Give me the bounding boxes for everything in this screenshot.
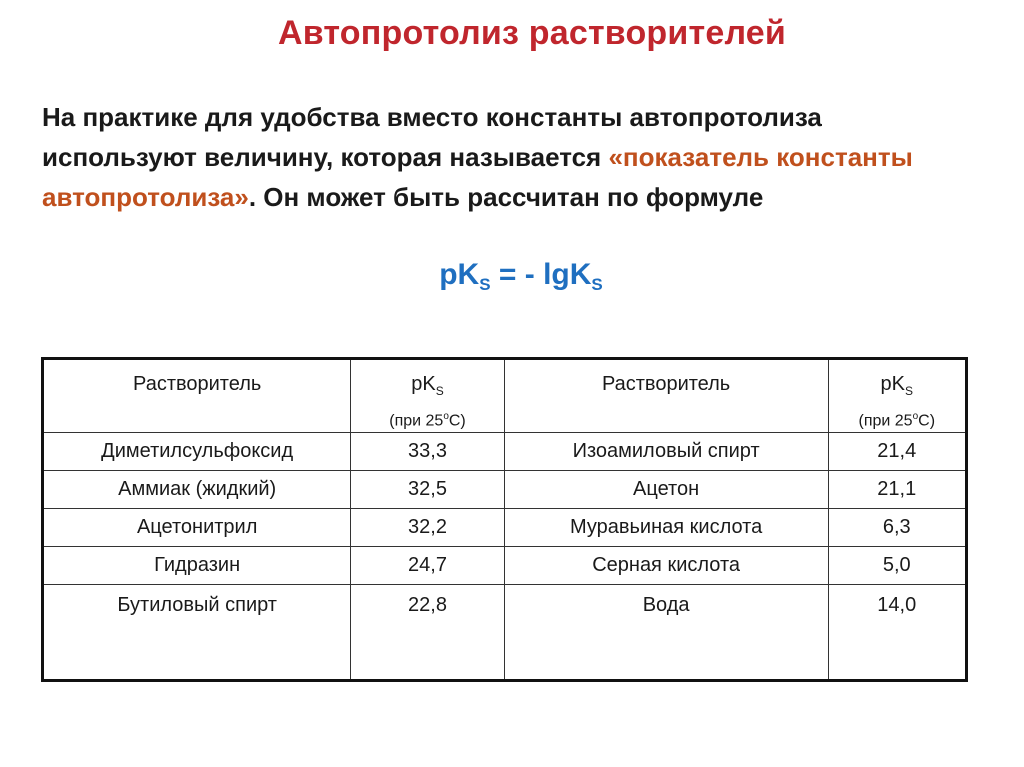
solvent-name: Вода: [504, 585, 828, 681]
pks-value: 22,8: [351, 585, 504, 681]
pks-value: 33,3: [351, 433, 504, 471]
solvent-pks-table: [41, 357, 968, 682]
pks-value: 24,7: [351, 547, 504, 585]
solvent-name: Ацетон: [504, 471, 828, 509]
formula-lhs-subscript: S: [479, 275, 491, 294]
intro-highlight-term: «показатель константы автопротолиза»: [42, 142, 913, 212]
table-row: [43, 585, 967, 681]
formula-rhs: = - lgK: [490, 258, 592, 291]
formula-rhs-subscript: S: [591, 275, 603, 294]
solvent-name: Бутиловый спирт: [43, 585, 351, 681]
solvent-name: Диметилсульфоксид: [43, 433, 351, 471]
solvent-name: Аммиак (жидкий): [43, 471, 351, 509]
pks-value: 21,1: [828, 471, 966, 509]
pks-value: 6,3: [828, 509, 966, 547]
table-row: [43, 471, 967, 509]
formula-lhs: pK: [439, 258, 480, 291]
header-pks-1: $pK_S$ (при $25^оС$): [351, 359, 504, 433]
pks-formula: [0, 258, 1024, 295]
solvent-name: Изоамиловый спирт: [504, 433, 828, 471]
pks-value: 21,4: [828, 433, 966, 471]
solvent-name: Муравьиная кислота: [504, 509, 828, 547]
table-header-row: [43, 359, 967, 433]
table-row: [43, 433, 967, 471]
header-solvent-2: Растворитель: [504, 359, 828, 433]
solvent-name: Серная кислота: [504, 547, 828, 585]
intro-text-start: На практике для удобства вместо константы автопротолиза используют величину, которая называется: [42, 102, 822, 172]
intro-paragraph: [42, 97, 942, 217]
pks-value: 32,5: [351, 471, 504, 509]
header-solvent-1: Растворитель: [43, 359, 351, 433]
header-pks-2: $pK_S$ (при $25^оС$): [828, 359, 966, 433]
table-row: [43, 547, 967, 585]
pks-value: 5,0: [828, 547, 966, 585]
solvent-name: Ацетонитрил: [43, 509, 351, 547]
solvent-name: Гидразин: [43, 547, 351, 585]
pks-value: 32,2: [351, 509, 504, 547]
table-row: [43, 509, 967, 547]
intro-text-end: . Он может быть рассчитан по формуле: [248, 182, 764, 212]
slide-title: Автопротолиз растворителей: [277, 14, 787, 52]
pks-value: 14,0: [828, 585, 966, 681]
